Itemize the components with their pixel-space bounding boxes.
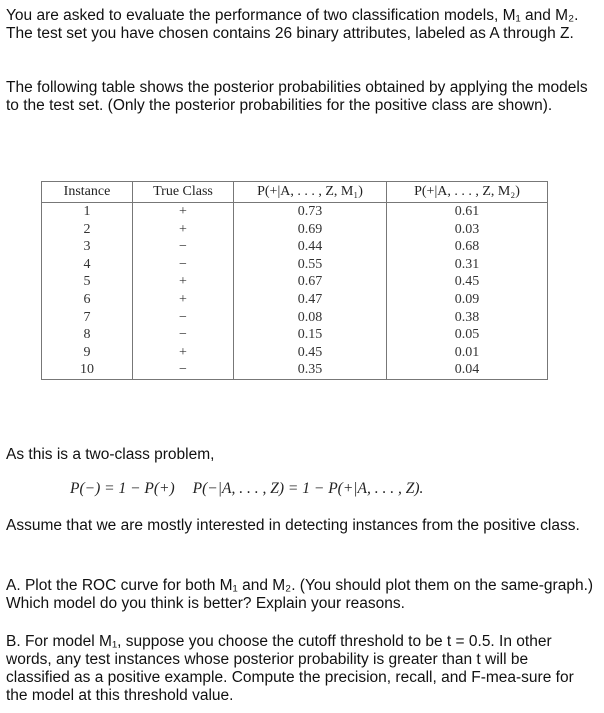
cell-true-class: + xyxy=(133,203,234,221)
table-intro-paragraph: The following table shows the posterior probabilities obtained by applying the models to the test set. (Only the posterior probabilities for the positive class are shown). xyxy=(6,79,588,114)
cell-m1-prob: 0.15 xyxy=(234,326,387,344)
cell-m2-prob: 0.09 xyxy=(387,291,548,309)
formula-line xyxy=(70,480,423,498)
header-true-class: True Class xyxy=(133,182,234,203)
table-header-row xyxy=(42,182,548,203)
cell-true-class: + xyxy=(133,291,234,309)
cell-instance: 2 xyxy=(42,221,133,239)
cell-instance: 6 xyxy=(42,291,133,309)
table-row xyxy=(42,238,548,256)
cell-m1-prob: 0.44 xyxy=(234,238,387,256)
cell-true-class: + xyxy=(133,221,234,239)
table-row xyxy=(42,273,548,291)
cell-instance: 5 xyxy=(42,273,133,291)
cell-m1-prob: 0.45 xyxy=(234,344,387,362)
cell-true-class: − xyxy=(133,256,234,274)
cell-instance: 9 xyxy=(42,344,133,362)
cell-true-class: + xyxy=(133,344,234,362)
header-m1: P(+|A, . . . , Z, M₁) xyxy=(234,182,387,203)
cell-m1-prob: 0.73 xyxy=(234,203,387,221)
cell-m2-prob: 0.61 xyxy=(387,203,548,221)
cell-m2-prob: 0.05 xyxy=(387,326,548,344)
formula-posterior: P(−|A, . . . , Z) = 1 − P(+|A, . . . , Z). xyxy=(192,480,424,497)
intro-paragraph: You are asked to evaluate the performance of two classification models, M₁ and M₂. The test set you have chosen contains 26 binary attributes, labeled as A through Z. xyxy=(6,7,579,42)
cell-m2-prob: 0.31 xyxy=(387,256,548,274)
header-instance: Instance xyxy=(42,182,133,203)
cell-true-class: − xyxy=(133,238,234,256)
cell-instance: 1 xyxy=(42,203,133,221)
cell-true-class: − xyxy=(133,361,234,379)
cell-instance: 7 xyxy=(42,309,133,327)
cell-instance: 4 xyxy=(42,256,133,274)
table-row xyxy=(42,344,548,362)
header-m2: P(+|A, . . . , Z, M₂) xyxy=(387,182,548,203)
cell-m1-prob: 0.55 xyxy=(234,256,387,274)
posterior-table xyxy=(41,181,548,380)
cell-instance: 10 xyxy=(42,361,133,379)
cell-m2-prob: 0.01 xyxy=(387,344,548,362)
question-b: B. For model M₁, suppose you choose the cutoff threshold to be t = 0.5. In other words, any test instances whose posterior probability is greater than t will be classified as a positive example. Compute the precision, recall, and F-mea-sure for the model at this threshold value. xyxy=(6,633,574,704)
question-a: A. Plot the ROC curve for both M₁ and M₂. (You should plot them on the same-graph.) Which model do you think is better? Explain your reasons. xyxy=(6,577,594,612)
cell-m1-prob: 0.67 xyxy=(234,273,387,291)
table-row xyxy=(42,326,548,344)
cell-m2-prob: 0.04 xyxy=(387,361,548,379)
assume-paragraph: Assume that we are mostly interested in detecting instances from the positive class. xyxy=(6,517,580,534)
table-row xyxy=(42,203,548,221)
two-class-text: As this is a two-class problem, xyxy=(6,446,215,463)
cell-instance: 8 xyxy=(42,326,133,344)
table-row xyxy=(42,256,548,274)
cell-true-class: − xyxy=(133,309,234,327)
table-row xyxy=(42,291,548,309)
cell-m1-prob: 0.08 xyxy=(234,309,387,327)
cell-true-class: − xyxy=(133,326,234,344)
table-row xyxy=(42,309,548,327)
cell-m1-prob: 0.69 xyxy=(234,221,387,239)
cell-m2-prob: 0.38 xyxy=(387,309,548,327)
table-row xyxy=(42,361,548,379)
cell-m2-prob: 0.45 xyxy=(387,273,548,291)
cell-true-class: + xyxy=(133,273,234,291)
table-row xyxy=(42,221,548,239)
cell-m1-prob: 0.47 xyxy=(234,291,387,309)
cell-m2-prob: 0.68 xyxy=(387,238,548,256)
formula-prior: P(−) = 1 − P(+) xyxy=(70,480,175,497)
cell-m2-prob: 0.03 xyxy=(387,221,548,239)
cell-instance: 3 xyxy=(42,238,133,256)
cell-m1-prob: 0.35 xyxy=(234,361,387,379)
